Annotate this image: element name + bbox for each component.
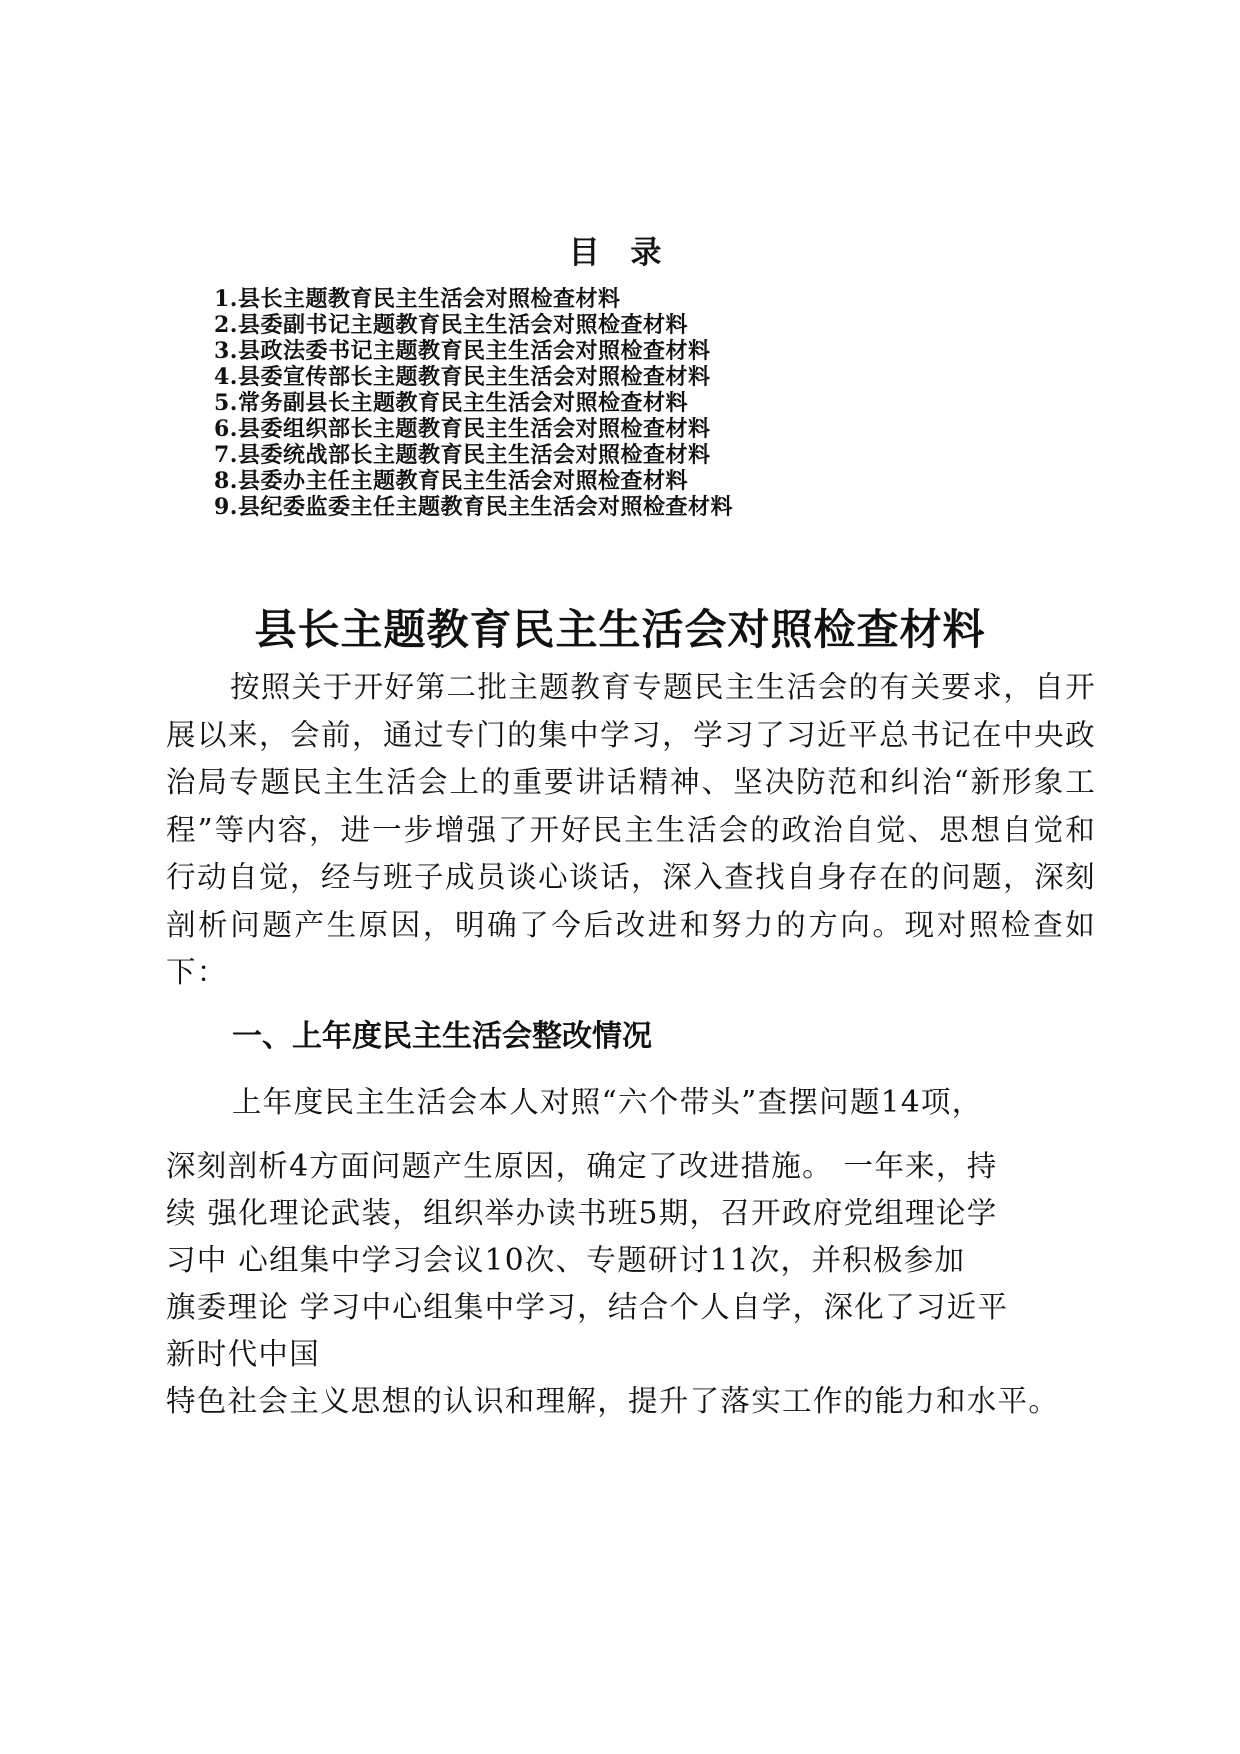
- section-paragraph-line: 特色社会主义思想的认识和理解，提升了落实工作的能力和水平。: [166, 1384, 1060, 1418]
- toc-item-7: 7.县委统战部长主题教育民主生活会对照检查材料: [214, 442, 711, 468]
- section-paragraph-line: 习中 心组集中学习会议10次、专题研讨11次，并积极参加: [166, 1243, 966, 1277]
- section-heading: 一、上年度民主生活会整改情况: [232, 1019, 652, 1054]
- toc-item-2: 2.县委副书记主题教育民主生活会对照检查材料: [214, 312, 688, 338]
- toc-item-6: 6.县委组织部长主题教育民主生活会对照检查材料: [214, 416, 711, 442]
- section-paragraph-line: 续 强化理论武装，组织举办读书班5期，召开政府党组理论学: [166, 1196, 998, 1230]
- toc-item-8: 8.县委办主任主题教育民主生活会对照检查材料: [214, 468, 688, 494]
- document-title: 县长主题教育民主生活会对照检查材料: [254, 605, 986, 654]
- section-paragraph-line: 新时代中国: [166, 1337, 321, 1371]
- toc-item-4: 4.县委宣传部长主题教育民主生活会对照检查材料: [214, 364, 711, 390]
- toc-item-3: 3.县政法委书记主题教育民主生活会对照检查材料: [214, 338, 711, 364]
- toc-title: 目 录: [568, 235, 672, 271]
- toc-list: [214, 286, 733, 520]
- section-paragraph-line: 旗委理论 学习中心组集中学习，结合个人自学，深化了习近平: [166, 1290, 1009, 1324]
- toc-item-5: 5.常务副县长主题教育民主生活会对照检查材料: [214, 390, 688, 416]
- toc-item-1: 1.县长主题教育民主生活会对照检查材料: [214, 286, 621, 312]
- section-paragraph-line: 上年度民主生活会本人对照“六个带头”查摆问题14项，: [232, 1085, 983, 1119]
- section-paragraph-line: 深刻剖析4方面问题产生原因，确定了改进措施。 一年来，持: [166, 1149, 998, 1183]
- toc-item-9: 9.县纪委监委主任主题教育民主生活会对照检查材料: [214, 494, 733, 520]
- intro-paragraph: 按照关于开好第二批主题教育专题民主生活会的有关要求，自开展以来，会前，通过专门的集中学习，学习了习近平总书记在中央政治局专题民主生活会上的重要讲话精神、坚决防范和纠治“新形象工程”等内容，进一步增强了开好民主生活会的政治自觉、思想自觉和行动自觉，经与班子成员谈心谈话，深入查找自身存在的问题，深刻剖析问题产生原因，明确了今后改进和努力的方向。现对照检查如下：: [166, 670, 1096, 989]
